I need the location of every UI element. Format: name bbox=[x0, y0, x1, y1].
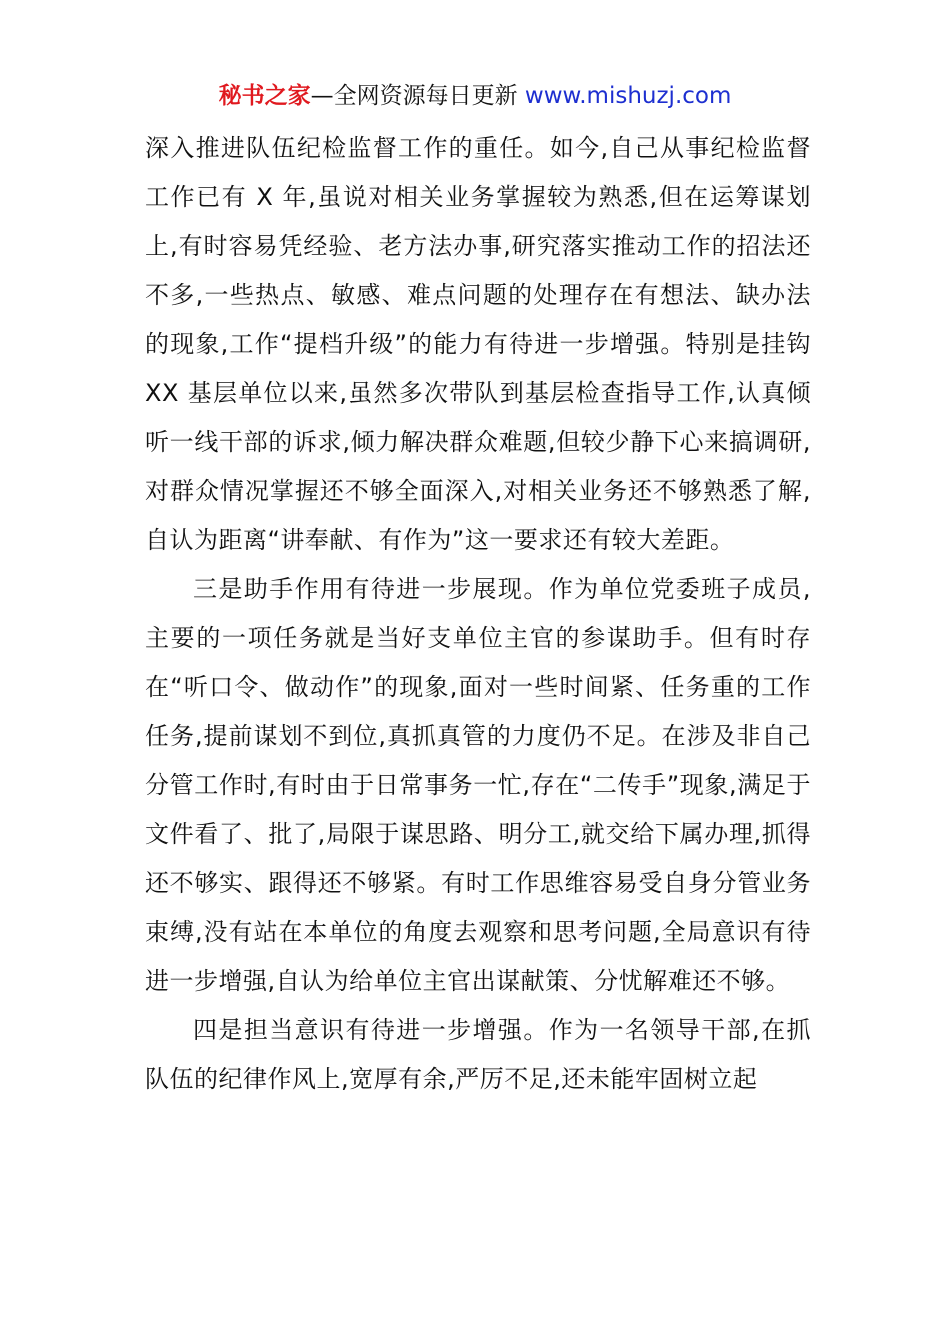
site-tagline: —全网资源每日更新 bbox=[310, 83, 518, 109]
document-body bbox=[145, 124, 811, 1104]
paragraph-continuation: 深入推进队伍纪检监督工作的重任。如今,自己从事纪检监督工作已有 X 年,虽说对相关业务掌握较为熟悉,但在运筹谋划上,有时容易凭经验、老方法办事,研究落实推动工作的招法还不多,一些热点、敏感、难点问题的处理存在有想法、缺办法的现象,工作“提档升级”的能力有待进一步增强。特别是挂钩 XX 基层单位以来,虽然多次带队到基层检查指导工作,认真倾听一线干部的诉求,倾力解决群众难题,但较少静下心来搞调研,对群众情况掌握还不够全面深入,对相关业务还不够熟悉了解,自认为距离“讲奉献、有作为”这一要求还有较大差距。 bbox=[145, 134, 811, 554]
site-header bbox=[0, 80, 950, 112]
paragraph-point-four: 四是担当意识有待进一步增强。作为一名领导干部,在抓队伍的纪律作风上,宽厚有余,严厉不足,还未能牢固树立起 bbox=[145, 1016, 811, 1093]
paragraph-point-three: 三是助手作用有待进一步展现。作为单位党委班子成员,主要的一项任务就是当好支单位主官的参谋助手。但有时存在“听口令、做动作”的现象,面对一些时间紧、任务重的工作任务,提前谋划不到位,真抓真管的力度仍不足。在涉及非自己分管工作时,有时由于日常事务一忙,存在“二传手”现象,满足于文件看了、批了,局限于谋思路、明分工,就交给下属办理,抓得还不够实、跟得还不够紧。有时工作思维容易受自身分管业务束缚,没有站在本单位的角度去观察和思考问题,全局意识有待进一步增强,自认为给单位主官出谋献策、分忧解难还不够。 bbox=[145, 575, 811, 995]
site-url-link[interactable]: www.mishuzj.com bbox=[524, 83, 732, 109]
site-brand: 秘书之家 bbox=[218, 83, 311, 109]
